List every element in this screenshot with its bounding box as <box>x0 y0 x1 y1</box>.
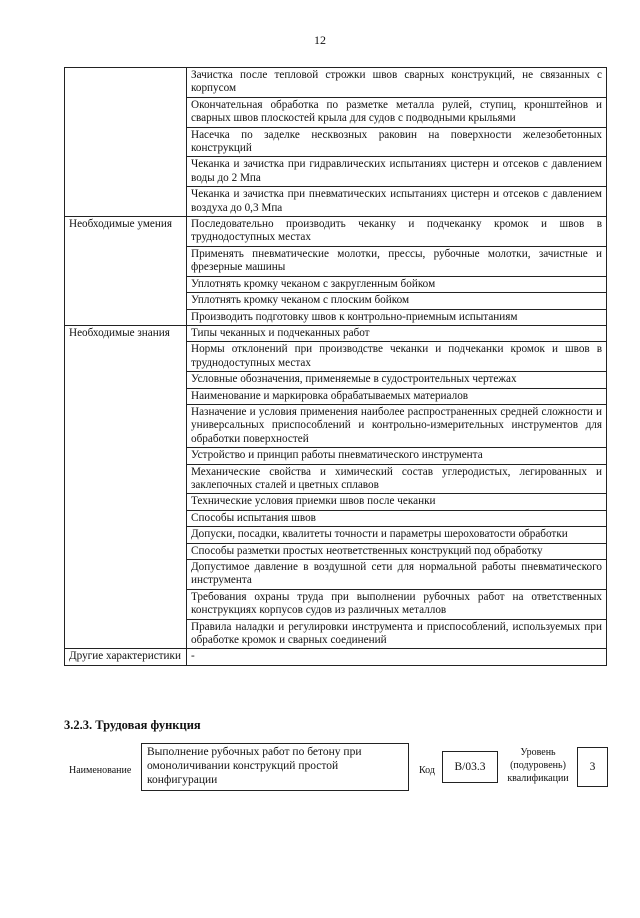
section-label-cell <box>65 97 187 127</box>
table-row <box>65 157 607 187</box>
table-row <box>65 560 607 590</box>
section-label-cell <box>65 68 187 98</box>
table-row <box>65 217 607 247</box>
table-row <box>65 246 607 276</box>
table-row <box>65 309 607 325</box>
item-cell: Производить подготовку швов к контрольно-приемным испытаниям <box>187 309 607 325</box>
table-row <box>65 510 607 526</box>
item-cell: Типы чеканных и подчеканных работ <box>187 325 607 341</box>
section-label-cell <box>65 293 187 309</box>
table-row <box>65 494 607 510</box>
item-cell: Условные обозначения, применяемые в судостроительных чертежах <box>187 372 607 388</box>
section-heading: 3.2.3. Трудовая функция <box>64 718 201 732</box>
section-label-cell <box>65 527 187 543</box>
section-label-cell <box>65 560 187 590</box>
page-number: 12 <box>314 33 326 47</box>
section-label-cell <box>65 246 187 276</box>
function-name-value: Выполнение рубочных работ по бетону при омоноличивании конструкций простой конфигурации <box>147 746 362 786</box>
item-cell: Способы испытания швов <box>187 510 607 526</box>
item-cell: Наименование и маркировка обрабатываемых материалов <box>187 388 607 404</box>
qualification-level-label: Уровень (подуровень) квалификации <box>507 747 569 784</box>
section-label-cell <box>65 494 187 510</box>
item-cell: Насечка по заделке несквозных раковин на поверхности железобетонных конструкций <box>187 127 607 157</box>
table-row <box>65 448 607 464</box>
section-label-cell <box>65 464 187 494</box>
section-label-cell <box>65 510 187 526</box>
item-cell: Назначение и условия применения наиболее распространенных средней сложности и универсальных приспособлений и контрольно-измерительных инструментов для обработки поверхностей <box>187 404 607 447</box>
table-row <box>65 589 607 619</box>
table-row <box>65 619 607 649</box>
section-label-cell: Необходимые умения <box>65 217 187 247</box>
code-box <box>442 751 498 783</box>
table-row <box>65 464 607 494</box>
section-label-cell: Другие характеристики <box>65 649 187 665</box>
table-row <box>65 372 607 388</box>
item-cell: Чеканка и зачистка при пневматических испытаниях цистерн и отсеков с давлением воздуха до 0,3 Мпа <box>187 187 607 217</box>
function-name-box <box>141 743 409 791</box>
table-row <box>65 68 607 98</box>
item-cell: Нормы отклонений при производстве чеканки и подчеканки кромок и швов в труднодоступных местах <box>187 342 607 372</box>
item-cell: Окончательная обработка по разметке металла рулей, ступиц, кронштейнов и сварных швов плоскостей крыла для судов с подводными крыльями <box>187 97 607 127</box>
item-cell: Зачистка после тепловой строжки швов сварных конструкций, не связанных с корпусом <box>187 68 607 98</box>
section-label-cell <box>65 157 187 187</box>
code-value: В/03.3 <box>454 761 486 773</box>
table-row <box>65 527 607 543</box>
qualification-level-value: 3 <box>589 761 596 773</box>
qualification-level-box <box>577 747 608 787</box>
competency-table <box>64 67 607 666</box>
item-cell: Правила наладки и регулировки инструмента и приспособлений, используемых при обработке кромок и сварных соединений <box>187 619 607 649</box>
section-label-cell <box>65 388 187 404</box>
section-label-cell <box>65 276 187 292</box>
table-row <box>65 97 607 127</box>
table-row <box>65 543 607 559</box>
item-cell: Технические условия приемки швов после чеканки <box>187 494 607 510</box>
section-label-cell <box>65 342 187 372</box>
item-cell: Требования охраны труда при выполнении рубочных работ на ответственных конструкциях корпусов судов из различных металлов <box>187 589 607 619</box>
item-cell: Чеканка и зачистка при гидравлических испытаниях цистерн и отсеков с давлением воды до 2 Мпа <box>187 157 607 187</box>
table-row <box>65 276 607 292</box>
item-cell: Уплотнять кромку чеканом с плоским бойком <box>187 293 607 309</box>
item-cell: Допустимое давление в воздушной сети для нормальной работы пневматического инструмента <box>187 560 607 590</box>
section-label-cell <box>65 372 187 388</box>
table-row <box>65 342 607 372</box>
section-label-cell <box>65 448 187 464</box>
section-label-cell <box>65 187 187 217</box>
item-cell: Способы разметки простых неответственных конструкций под обработку <box>187 543 607 559</box>
table-row <box>65 187 607 217</box>
item-cell: - <box>187 649 607 665</box>
item-cell: Механические свойства и химический состав углеродистых, легированных и заклепочных сталей и цветных сплавов <box>187 464 607 494</box>
section-label-cell <box>65 589 187 619</box>
section-label-cell <box>65 309 187 325</box>
code-label: Код <box>419 765 435 776</box>
table-row <box>65 325 607 341</box>
section-label-cell <box>65 127 187 157</box>
item-cell: Последовательно производить чеканку и подчеканку кромок и швов в труднодоступных местах <box>187 217 607 247</box>
table-row <box>65 388 607 404</box>
section-label-cell <box>65 404 187 447</box>
section-label-cell <box>65 619 187 649</box>
table-row <box>65 404 607 447</box>
section-label-cell: Необходимые знания <box>65 325 187 341</box>
table-row <box>65 649 607 665</box>
table-row <box>65 127 607 157</box>
item-cell: Применять пневматические молотки, прессы, рубочные молотки, зачистные и фрезерные машины <box>187 246 607 276</box>
section-label-cell <box>65 543 187 559</box>
table-row <box>65 293 607 309</box>
name-label: Наименование <box>69 765 132 776</box>
item-cell: Уплотнять кромку чеканом с закругленным бойком <box>187 276 607 292</box>
item-cell: Допуски, посадки, квалитеты точности и параметры шероховатости обработки <box>187 527 607 543</box>
item-cell: Устройство и принцип работы пневматического инструмента <box>187 448 607 464</box>
